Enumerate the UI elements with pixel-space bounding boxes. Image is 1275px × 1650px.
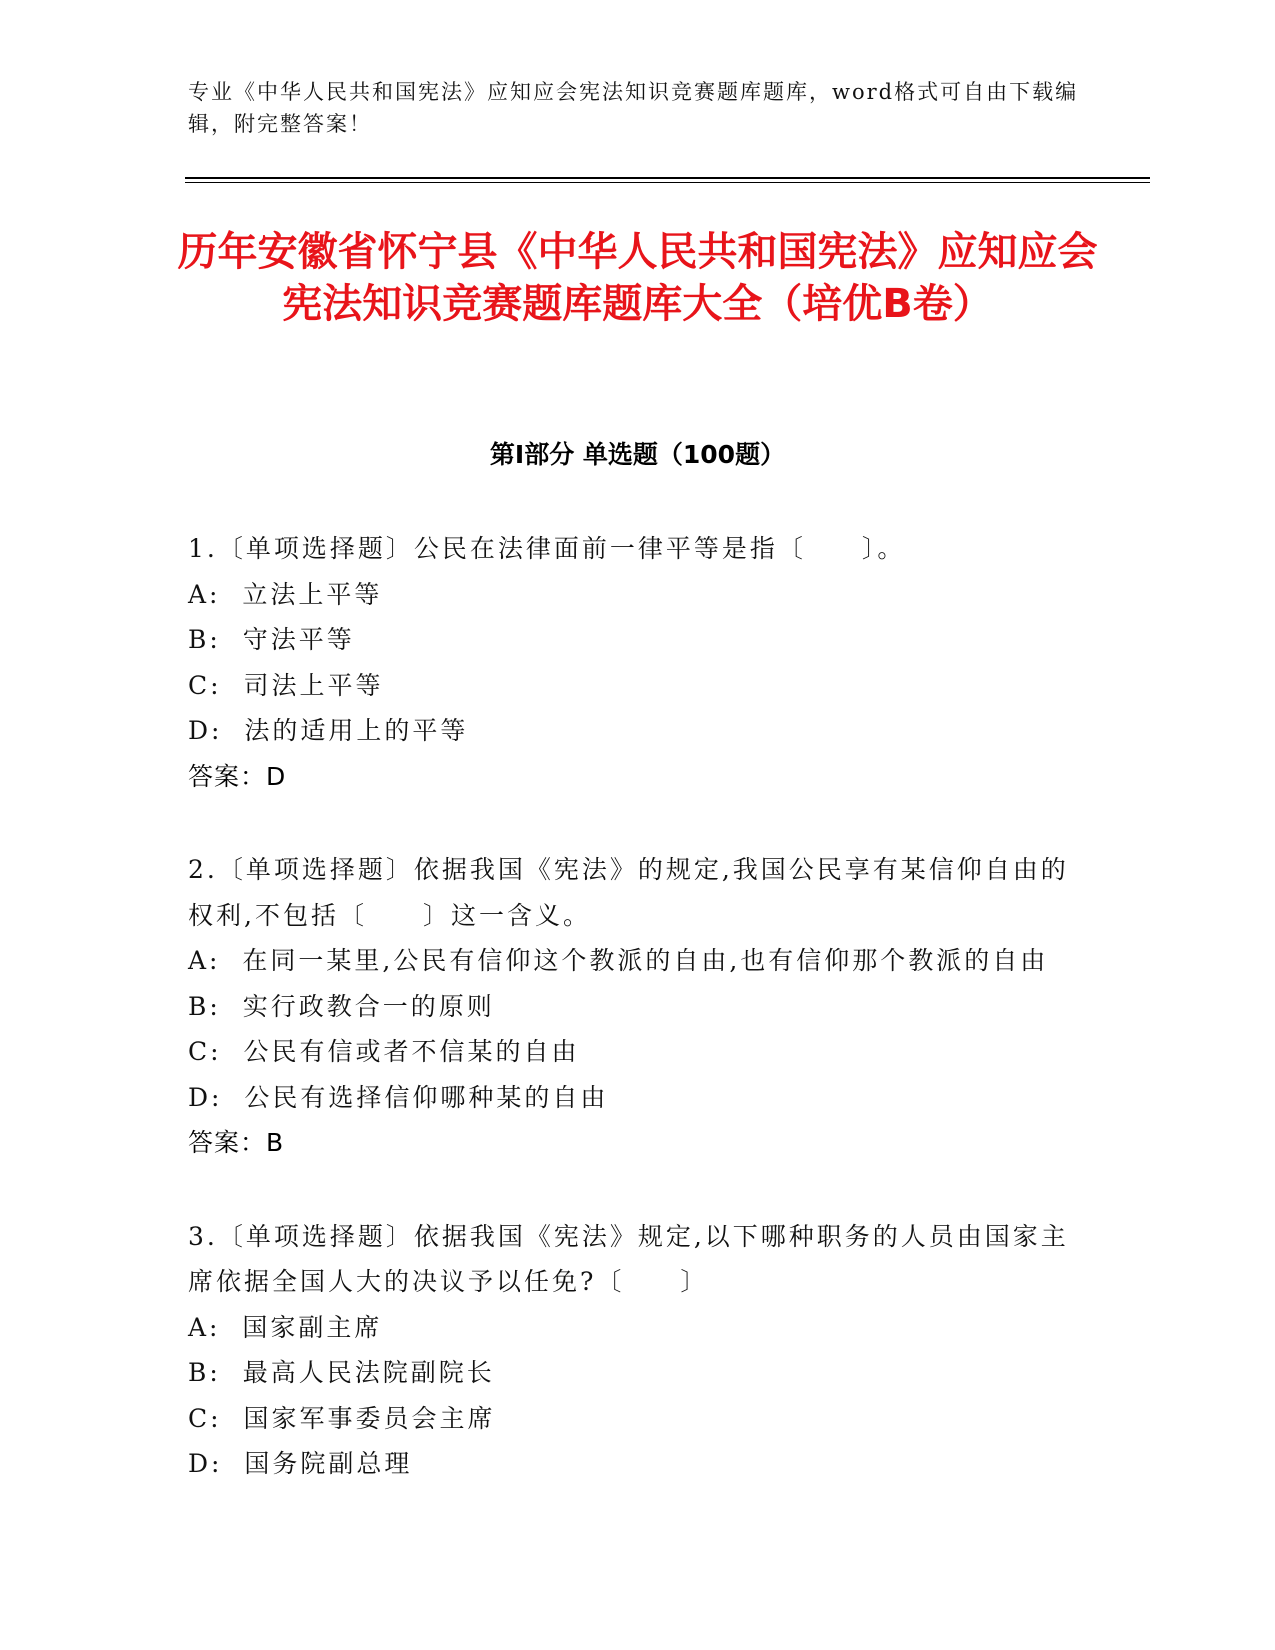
question-3	[188, 1214, 1088, 1487]
option-b: B: 守法平等	[188, 625, 355, 654]
section-title: 第Ⅰ部分 单选题（100题）	[489, 440, 786, 469]
header-note: 专业《中华人民共和国宪法》应知应会宪法知识竞赛题库题库，word格式可自由下载编辑，附完整答案！	[188, 80, 1079, 136]
question-2	[188, 847, 1088, 1166]
answer: 答案：B	[188, 1128, 285, 1157]
option-a: A: 国家副主席	[188, 1312, 383, 1342]
option-d: D: 国务院副总理	[188, 1449, 413, 1478]
option-c: C: 司法上平等	[188, 670, 384, 700]
option-b: B: 最高人民法院副院长	[188, 1358, 495, 1387]
option-d: D: 公民有选择信仰哪种某的自由	[188, 1082, 609, 1112]
option-b: B: 实行政教合一的原则	[188, 991, 495, 1021]
header-rule-thin	[185, 182, 1150, 183]
question-1	[188, 526, 1088, 799]
option-c: C: 公民有信或者不信某的自由	[188, 1037, 580, 1066]
question-stem: 3.〔单项选择题〕依据我国《宪法》规定,以下哪种职务的人员由国家主席依据全国人大的决议予以任免?〔 〕	[188, 1221, 1069, 1296]
question-list	[188, 526, 1088, 1535]
header-rule-thick	[185, 177, 1150, 179]
question-stem: 2.〔单项选择题〕依据我国《宪法》的规定,我国公民享有某信仰自由的权利,不包括〔 〕这一含义。	[188, 855, 1069, 930]
question-stem: 1.〔单项选择题〕公民在法律面前一律平等是指〔 〕。	[188, 534, 906, 563]
option-a: A: 立法上平等	[188, 579, 383, 609]
document-title: 历年安徽省怀宁县《中华人民共和国宪法》应知应会宪法知识竞赛题库题库大全（培优B卷）	[177, 229, 1098, 327]
answer: 答案：D	[188, 761, 287, 791]
option-c: C: 国家军事委员会主席	[188, 1403, 496, 1433]
option-d: D: 法的适用上的平等	[188, 716, 469, 745]
option-a: A: 在同一某里,公民有信仰这个教派的自由,也有信仰那个教派的自由	[188, 946, 1049, 975]
